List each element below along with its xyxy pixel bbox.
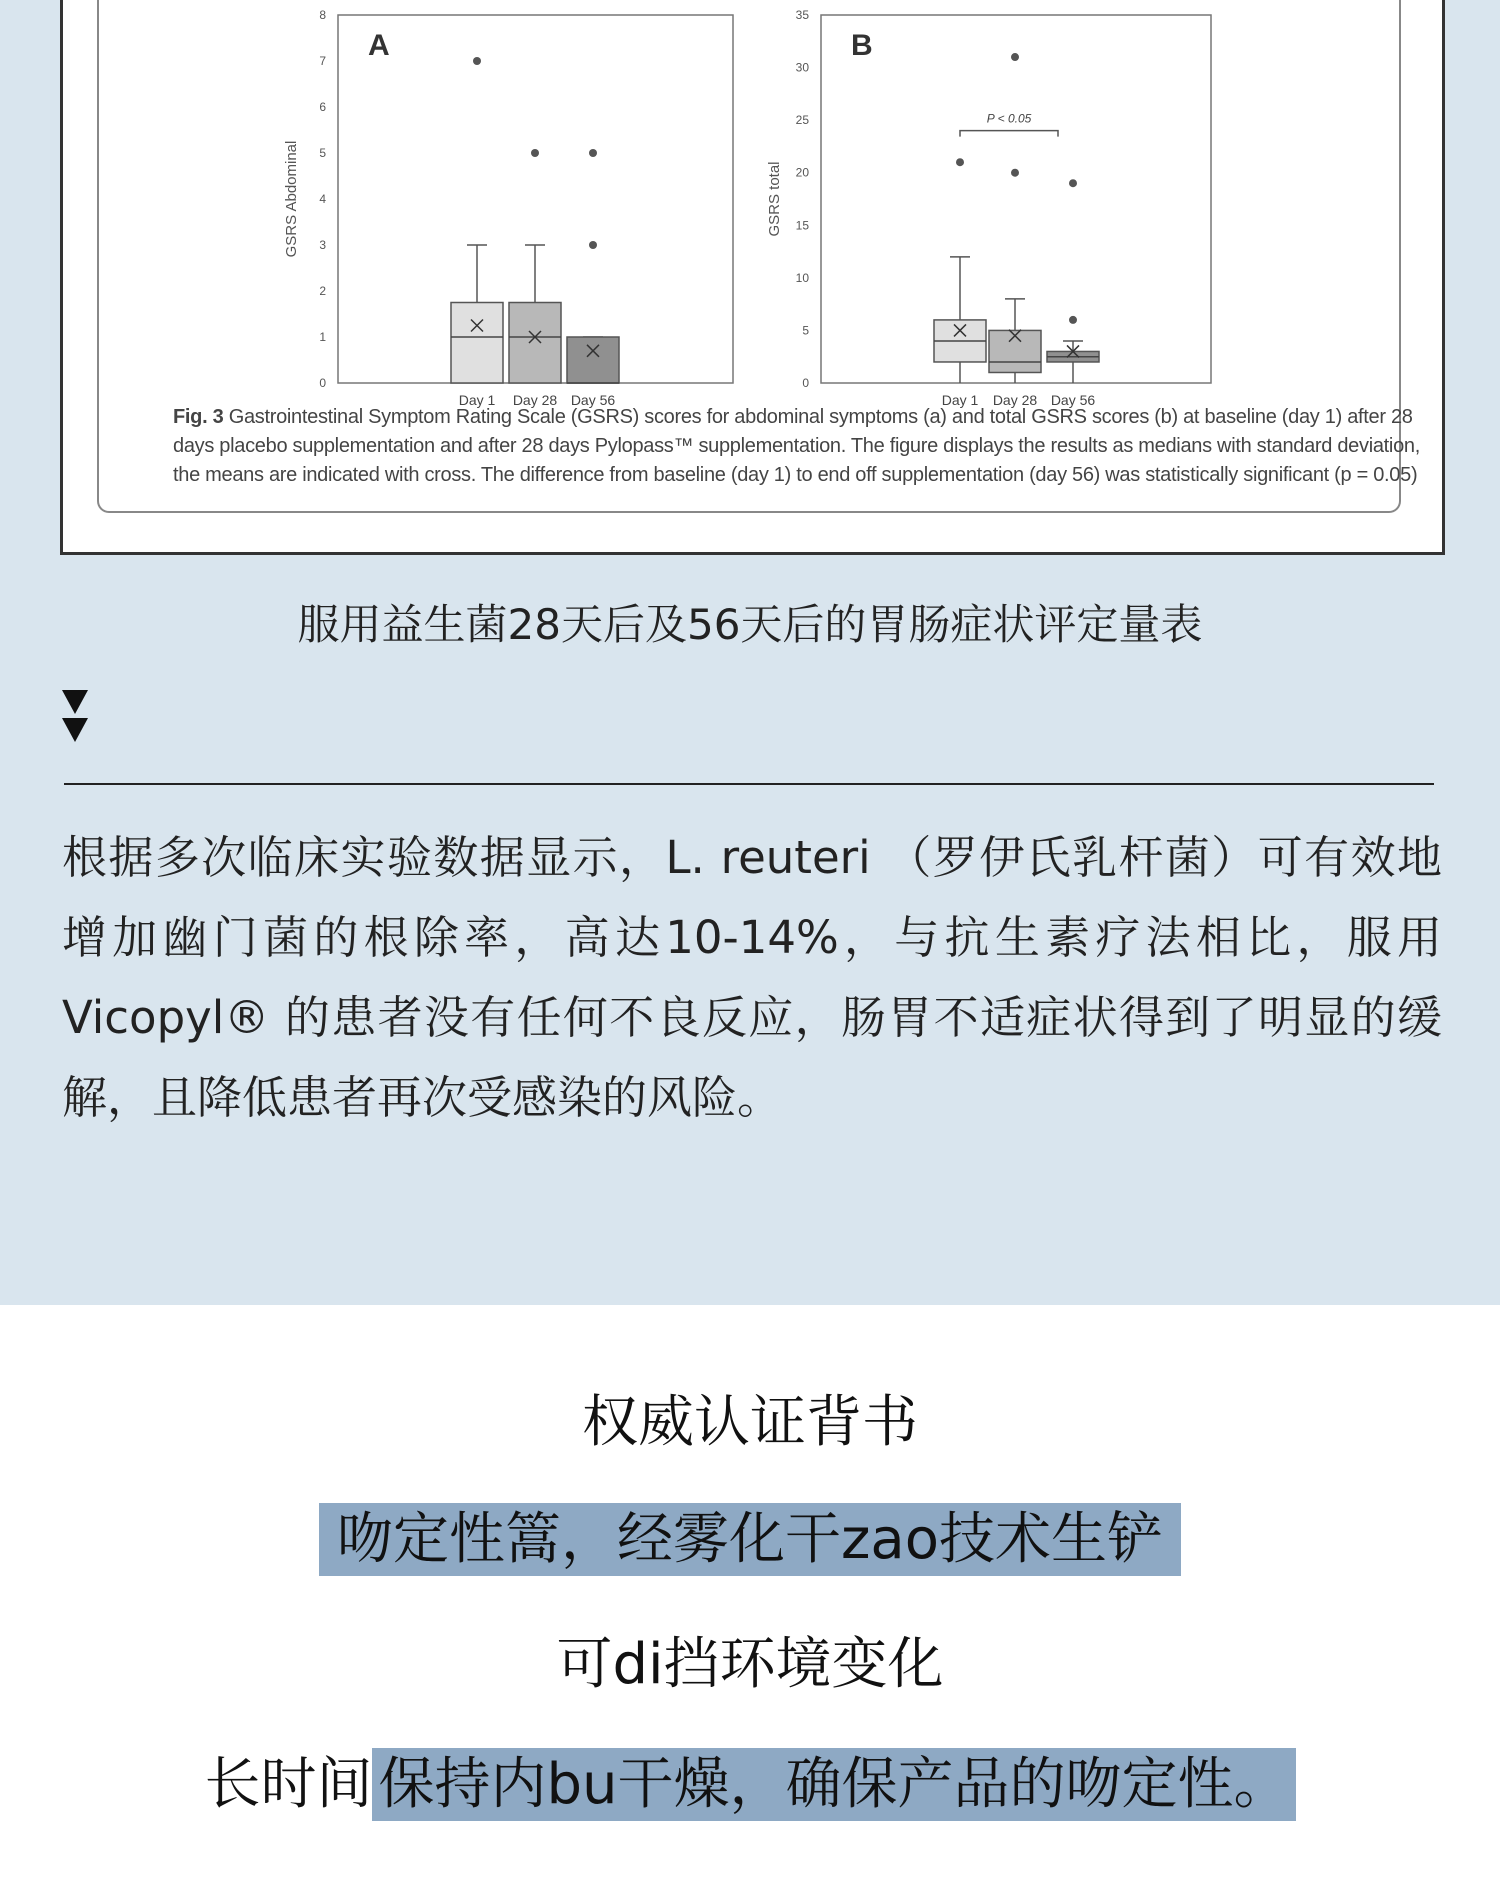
outlier-point — [1011, 53, 1019, 61]
section-divider — [64, 783, 1434, 785]
certification-title: 权威认证背书 — [582, 1390, 918, 1455]
y-axis-label: GSRS Abdominal — [283, 140, 300, 258]
outlier-point — [1011, 169, 1019, 177]
y-tick-label: 8 — [319, 8, 326, 22]
double-down-triangle-icon — [60, 690, 90, 746]
outlier-point — [589, 241, 597, 249]
figure-box — [60, 0, 1445, 555]
outlier-point — [1069, 179, 1077, 187]
y-tick-label: 25 — [795, 113, 809, 128]
y-tick-label: 2 — [319, 284, 326, 298]
box — [451, 303, 503, 384]
certification-line-2: 可di挡环境变化 — [556, 1632, 944, 1697]
y-tick-label: 5 — [319, 146, 326, 160]
y-tick-label: 10 — [795, 270, 809, 285]
figure-subtitle: 服用益生菌28天后及56天后的胃肠症状评定量表 — [297, 600, 1203, 649]
figure-caption-line-3: the means are indicated with cross. The difference from baseline (day 1) to end off supplementation (day 56) was statistically significant (p = 0.05) — [173, 464, 1418, 486]
highlighted-text: 保持内bu干燥，确保产品的吻定性。 — [372, 1748, 1295, 1821]
x-tick-label: Day 28 — [992, 392, 1038, 408]
outlier-point — [473, 57, 481, 65]
y-tick-label: 1 — [319, 330, 326, 344]
y-tick-label: 0 — [319, 376, 326, 390]
certification-line-3 — [0, 1740, 1500, 1820]
outlier-point — [589, 149, 597, 157]
figure-caption-line-2: days placebo supplementation and after 28 days Pylopass™ supplementation. The figure displays the results as medians with standard deviation, — [173, 435, 1420, 457]
x-tick-label: Day 1 — [941, 392, 979, 408]
highlighted-text: 吻定性篙，经雾化干zao技术生铲 — [319, 1503, 1181, 1576]
outlier-point — [1069, 316, 1077, 324]
significance-bracket — [960, 131, 1058, 137]
body-paragraph: 根据多次临床实验数据显示，L. reuteri （罗伊氏乳杆菌）可有效地增加幽门菌的根除率，高达10-14%，与抗生素疗法相比，服用Vicopyl® 的患者没有任何不良反应，肠胃不适症状得到了明显的缓解，且降低患者再次受感染的风险。 — [62, 831, 1442, 1124]
plot-frame — [821, 15, 1211, 383]
y-tick-label: 3 — [319, 238, 326, 252]
outlier-point — [531, 149, 539, 157]
x-tick-label: Day 28 — [512, 392, 558, 408]
box — [567, 337, 619, 383]
y-tick-label: 7 — [319, 54, 326, 68]
x-tick-label: Day 56 — [1050, 392, 1096, 408]
y-tick-label: 35 — [795, 8, 809, 22]
y-axis-label: GSRS total — [766, 161, 783, 237]
outlier-point — [956, 158, 964, 166]
panel-label: B — [851, 29, 873, 62]
box — [509, 303, 561, 384]
panel-label: A — [368, 29, 390, 62]
y-tick-label: 20 — [795, 165, 809, 180]
y-tick-label: 5 — [802, 323, 809, 338]
x-tick-label: Day 1 — [458, 392, 496, 408]
y-tick-label: 0 — [802, 376, 809, 390]
significance-label: P < 0.05 — [986, 111, 1032, 126]
y-tick-label: 4 — [319, 192, 326, 206]
y-tick-label: 15 — [795, 218, 809, 233]
y-tick-label: 30 — [795, 60, 809, 75]
figure-caption-line-1: Fig. 3 Gastrointestinal Symptom Rating Scale (GSRS) scores for abdominal symptoms (a) and total GSRS scores (b) at baseline (day 1) after 28 — [173, 406, 1413, 428]
y-tick-label: 6 — [319, 100, 326, 114]
certification-line-1 — [0, 1495, 1500, 1575]
plain-text: 长时间 — [204, 1752, 373, 1817]
x-tick-label: Day 56 — [570, 392, 616, 408]
